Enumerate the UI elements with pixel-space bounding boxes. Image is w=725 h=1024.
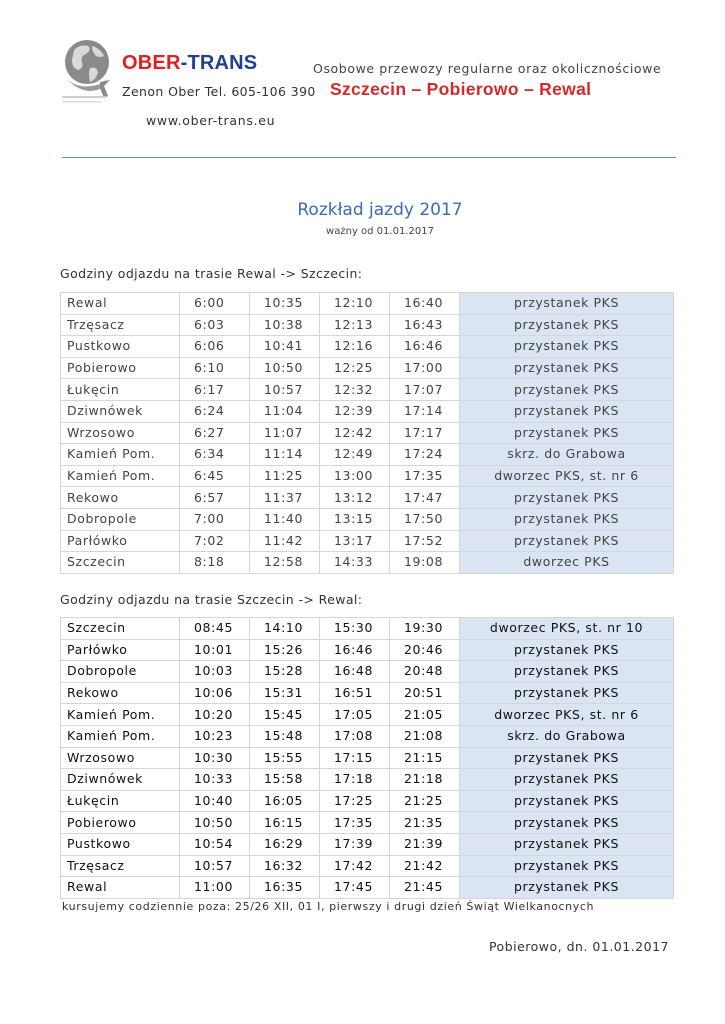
departure-time: 17:50 <box>390 508 460 530</box>
departure-time: 14:10 <box>250 618 320 640</box>
table-row <box>61 336 674 358</box>
departure-time: 21:08 <box>390 725 460 747</box>
departure-time: 17:45 <box>320 877 390 899</box>
table-row <box>61 812 674 834</box>
departure-time: 17:17 <box>390 422 460 444</box>
departure-time: 15:31 <box>250 682 320 704</box>
departure-time: 13:17 <box>320 530 390 552</box>
table-row <box>61 465 674 487</box>
table-row <box>61 379 674 401</box>
departure-time: 16:35 <box>250 877 320 899</box>
table-row <box>61 769 674 791</box>
departure-time: 17:25 <box>320 790 390 812</box>
departure-time: 16:29 <box>250 833 320 855</box>
departure-time: 6:27 <box>180 422 250 444</box>
stop-location: przystanek PKS <box>460 336 674 358</box>
departure-time: 10:38 <box>250 314 320 336</box>
departure-time: 15:55 <box>250 747 320 769</box>
stop-location: przystanek PKS <box>460 293 674 315</box>
tagline: Osobowe przewozy regularne oraz okolicznościowe <box>313 61 662 76</box>
departure-time: 15:30 <box>320 618 390 640</box>
departure-time: 20:46 <box>390 639 460 661</box>
table-row <box>61 855 674 877</box>
departure-time: 7:00 <box>180 508 250 530</box>
table-row <box>61 357 674 379</box>
table2-heading: Godziny odjazdu na trasie Szczecin -> Rewal: <box>60 592 363 607</box>
stop-name: Rewal <box>61 877 180 899</box>
stop-location: przystanek PKS <box>460 379 674 401</box>
departure-time: 6:03 <box>180 314 250 336</box>
departure-time: 21:05 <box>390 704 460 726</box>
departure-time: 21:45 <box>390 877 460 899</box>
departure-time: 11:07 <box>250 422 320 444</box>
brand-name <box>122 52 257 75</box>
departure-time: 16:48 <box>320 661 390 683</box>
departure-time: 15:26 <box>250 639 320 661</box>
contact-info: Zenon Ober Tel. 605-106 390 <box>122 84 316 99</box>
stop-location: przystanek PKS <box>460 357 674 379</box>
departure-time: 21:35 <box>390 812 460 834</box>
departure-time: 12:42 <box>320 422 390 444</box>
stop-location: dworzec PKS <box>460 552 674 574</box>
departure-time: 12:49 <box>320 444 390 466</box>
table-row <box>61 487 674 509</box>
stop-name: Dobropole <box>61 508 180 530</box>
stop-location: przystanek PKS <box>460 812 674 834</box>
departure-time: 10:23 <box>180 725 250 747</box>
stop-name: Dziwnówek <box>61 769 180 791</box>
stop-location: przystanek PKS <box>460 769 674 791</box>
departure-time: 08:45 <box>180 618 250 640</box>
table-row <box>61 618 674 640</box>
table-row <box>61 314 674 336</box>
table-row <box>61 833 674 855</box>
stop-name: Wrzosowo <box>61 422 180 444</box>
table-row <box>61 400 674 422</box>
departure-time: 16:51 <box>320 682 390 704</box>
table-row <box>61 725 674 747</box>
departure-time: 11:42 <box>250 530 320 552</box>
table-row <box>61 530 674 552</box>
departure-time: 16:32 <box>250 855 320 877</box>
departure-time: 21:42 <box>390 855 460 877</box>
stop-name: Łukęcin <box>61 379 180 401</box>
stop-location: przystanek PKS <box>460 790 674 812</box>
departure-time: 17:35 <box>390 465 460 487</box>
stop-name: Kamień Pom. <box>61 444 180 466</box>
departure-time: 12:32 <box>320 379 390 401</box>
departure-time: 21:25 <box>390 790 460 812</box>
departure-time: 17:00 <box>390 357 460 379</box>
stop-location: skrz. do Grabowa <box>460 725 674 747</box>
stop-location: dworzec PKS, st. nr 6 <box>460 704 674 726</box>
operating-note: kursujemy codziennie poza: 25/26 XII, 01 I, pierwszy i drugi dzień Świąt Wielkanocnych <box>62 900 595 913</box>
departure-time: 21:15 <box>390 747 460 769</box>
departure-time: 20:48 <box>390 661 460 683</box>
departure-time: 19:08 <box>390 552 460 574</box>
table-row <box>61 704 674 726</box>
departure-time: 13:12 <box>320 487 390 509</box>
stop-name: Szczecin <box>61 618 180 640</box>
table-row <box>61 639 674 661</box>
departure-time: 17:39 <box>320 833 390 855</box>
departure-time: 16:43 <box>390 314 460 336</box>
page-title: Rozkład jazdy 2017 <box>297 200 463 220</box>
stop-location: przystanek PKS <box>460 422 674 444</box>
stop-name: Dobropole <box>61 661 180 683</box>
table1-heading: Godziny odjazdu na trasie Rewal -> Szczecin: <box>60 266 363 281</box>
stop-name: Pustkowo <box>61 833 180 855</box>
stop-name: Rekowo <box>61 682 180 704</box>
stop-location: skrz. do Grabowa <box>460 444 674 466</box>
departure-time: 16:15 <box>250 812 320 834</box>
stop-name: Szczecin <box>61 552 180 574</box>
departure-time: 17:14 <box>390 400 460 422</box>
departure-time: 11:25 <box>250 465 320 487</box>
departure-time: 12:58 <box>250 552 320 574</box>
brand-part-2: -TRANS <box>180 52 258 74</box>
route-title: Szczecin – Pobierowo – Rewal <box>330 79 592 99</box>
departure-time: 10:30 <box>180 747 250 769</box>
departure-time: 15:58 <box>250 769 320 791</box>
departure-time: 11:04 <box>250 400 320 422</box>
stop-name: Pustkowo <box>61 336 180 358</box>
departure-time: 12:16 <box>320 336 390 358</box>
stop-location: przystanek PKS <box>460 877 674 899</box>
stop-location: dworzec PKS, st. nr 10 <box>460 618 674 640</box>
stop-location: przystanek PKS <box>460 487 674 509</box>
departure-time: 13:00 <box>320 465 390 487</box>
departure-time: 16:46 <box>390 336 460 358</box>
stop-name: Dziwnówek <box>61 400 180 422</box>
departure-time: 11:40 <box>250 508 320 530</box>
departure-time: 21:18 <box>390 769 460 791</box>
stop-name: Kamień Pom. <box>61 704 180 726</box>
timetable-szczecin-rewal <box>60 617 674 899</box>
departure-time: 15:48 <box>250 725 320 747</box>
stop-name: Kamień Pom. <box>61 725 180 747</box>
globe-icon <box>60 36 120 108</box>
departure-time: 12:13 <box>320 314 390 336</box>
stop-name: Trzęsacz <box>61 855 180 877</box>
departure-time: 17:52 <box>390 530 460 552</box>
stop-location: przystanek PKS <box>460 855 674 877</box>
departure-time: 6:10 <box>180 357 250 379</box>
stop-name: Pobierowo <box>61 812 180 834</box>
stop-location: przystanek PKS <box>460 747 674 769</box>
stop-name: Parłówko <box>61 530 180 552</box>
departure-time: 10:57 <box>250 379 320 401</box>
departure-time: 14:33 <box>320 552 390 574</box>
stop-location: przystanek PKS <box>460 314 674 336</box>
departure-time: 10:57 <box>180 855 250 877</box>
departure-time: 10:50 <box>180 812 250 834</box>
departure-time: 8:18 <box>180 552 250 574</box>
departure-time: 16:05 <box>250 790 320 812</box>
departure-time: 7:02 <box>180 530 250 552</box>
stop-name: Rewal <box>61 293 180 315</box>
departure-time: 17:15 <box>320 747 390 769</box>
departure-time: 10:03 <box>180 661 250 683</box>
departure-time: 10:40 <box>180 790 250 812</box>
departure-time: 16:46 <box>320 639 390 661</box>
stop-name: Rekowo <box>61 487 180 509</box>
place-date: Pobierowo, dn. 01.01.2017 <box>488 939 669 954</box>
departure-time: 17:08 <box>320 725 390 747</box>
stop-name: Kamień Pom. <box>61 465 180 487</box>
table-row <box>61 444 674 466</box>
header-divider <box>62 157 676 158</box>
stop-name: Wrzosowo <box>61 747 180 769</box>
stop-name: Trzęsacz <box>61 314 180 336</box>
departure-time: 20:51 <box>390 682 460 704</box>
stop-location: dworzec PKS, st. nr 6 <box>460 465 674 487</box>
brand-part-1: OBER <box>122 52 181 74</box>
departure-time: 17:05 <box>320 704 390 726</box>
table-row <box>61 293 674 315</box>
departure-time: 6:34 <box>180 444 250 466</box>
stop-location: przystanek PKS <box>460 661 674 683</box>
departure-time: 10:20 <box>180 704 250 726</box>
stop-location: przystanek PKS <box>460 530 674 552</box>
stop-name: Łukęcin <box>61 790 180 812</box>
departure-time: 10:35 <box>250 293 320 315</box>
departure-time: 10:50 <box>250 357 320 379</box>
departure-time: 6:17 <box>180 379 250 401</box>
departure-time: 17:47 <box>390 487 460 509</box>
table-row <box>61 552 674 574</box>
stop-location: przystanek PKS <box>460 682 674 704</box>
table-row <box>61 508 674 530</box>
table-row <box>61 661 674 683</box>
departure-time: 15:28 <box>250 661 320 683</box>
departure-time: 11:14 <box>250 444 320 466</box>
departure-time: 10:06 <box>180 682 250 704</box>
departure-time: 17:24 <box>390 444 460 466</box>
departure-time: 17:07 <box>390 379 460 401</box>
departure-time: 6:06 <box>180 336 250 358</box>
departure-time: 12:39 <box>320 400 390 422</box>
stop-name: Parłówko <box>61 639 180 661</box>
stop-location: przystanek PKS <box>460 833 674 855</box>
table-row <box>61 877 674 899</box>
table-row <box>61 790 674 812</box>
departure-time: 10:33 <box>180 769 250 791</box>
departure-time: 17:35 <box>320 812 390 834</box>
departure-time: 10:41 <box>250 336 320 358</box>
stop-name: Pobierowo <box>61 357 180 379</box>
departure-time: 10:54 <box>180 833 250 855</box>
stop-location: przystanek PKS <box>460 508 674 530</box>
departure-time: 11:00 <box>180 877 250 899</box>
departure-time: 19:30 <box>390 618 460 640</box>
stop-location: przystanek PKS <box>460 400 674 422</box>
page-subtitle: ważny od 01.01.2017 <box>326 226 434 237</box>
departure-time: 21:39 <box>390 833 460 855</box>
website-link[interactable]: www.ober-trans.eu <box>146 113 276 128</box>
departure-time: 12:25 <box>320 357 390 379</box>
departure-time: 15:45 <box>250 704 320 726</box>
departure-time: 6:00 <box>180 293 250 315</box>
departure-time: 12:10 <box>320 293 390 315</box>
table-row <box>61 682 674 704</box>
departure-time: 11:37 <box>250 487 320 509</box>
departure-time: 6:57 <box>180 487 250 509</box>
departure-time: 17:18 <box>320 769 390 791</box>
table-row <box>61 747 674 769</box>
timetable-rewal-szczecin <box>60 292 674 574</box>
stop-location: przystanek PKS <box>460 639 674 661</box>
table-row <box>61 422 674 444</box>
departure-time: 10:01 <box>180 639 250 661</box>
departure-time: 17:42 <box>320 855 390 877</box>
departure-time: 13:15 <box>320 508 390 530</box>
departure-time: 6:45 <box>180 465 250 487</box>
departure-time: 6:24 <box>180 400 250 422</box>
departure-time: 16:40 <box>390 293 460 315</box>
